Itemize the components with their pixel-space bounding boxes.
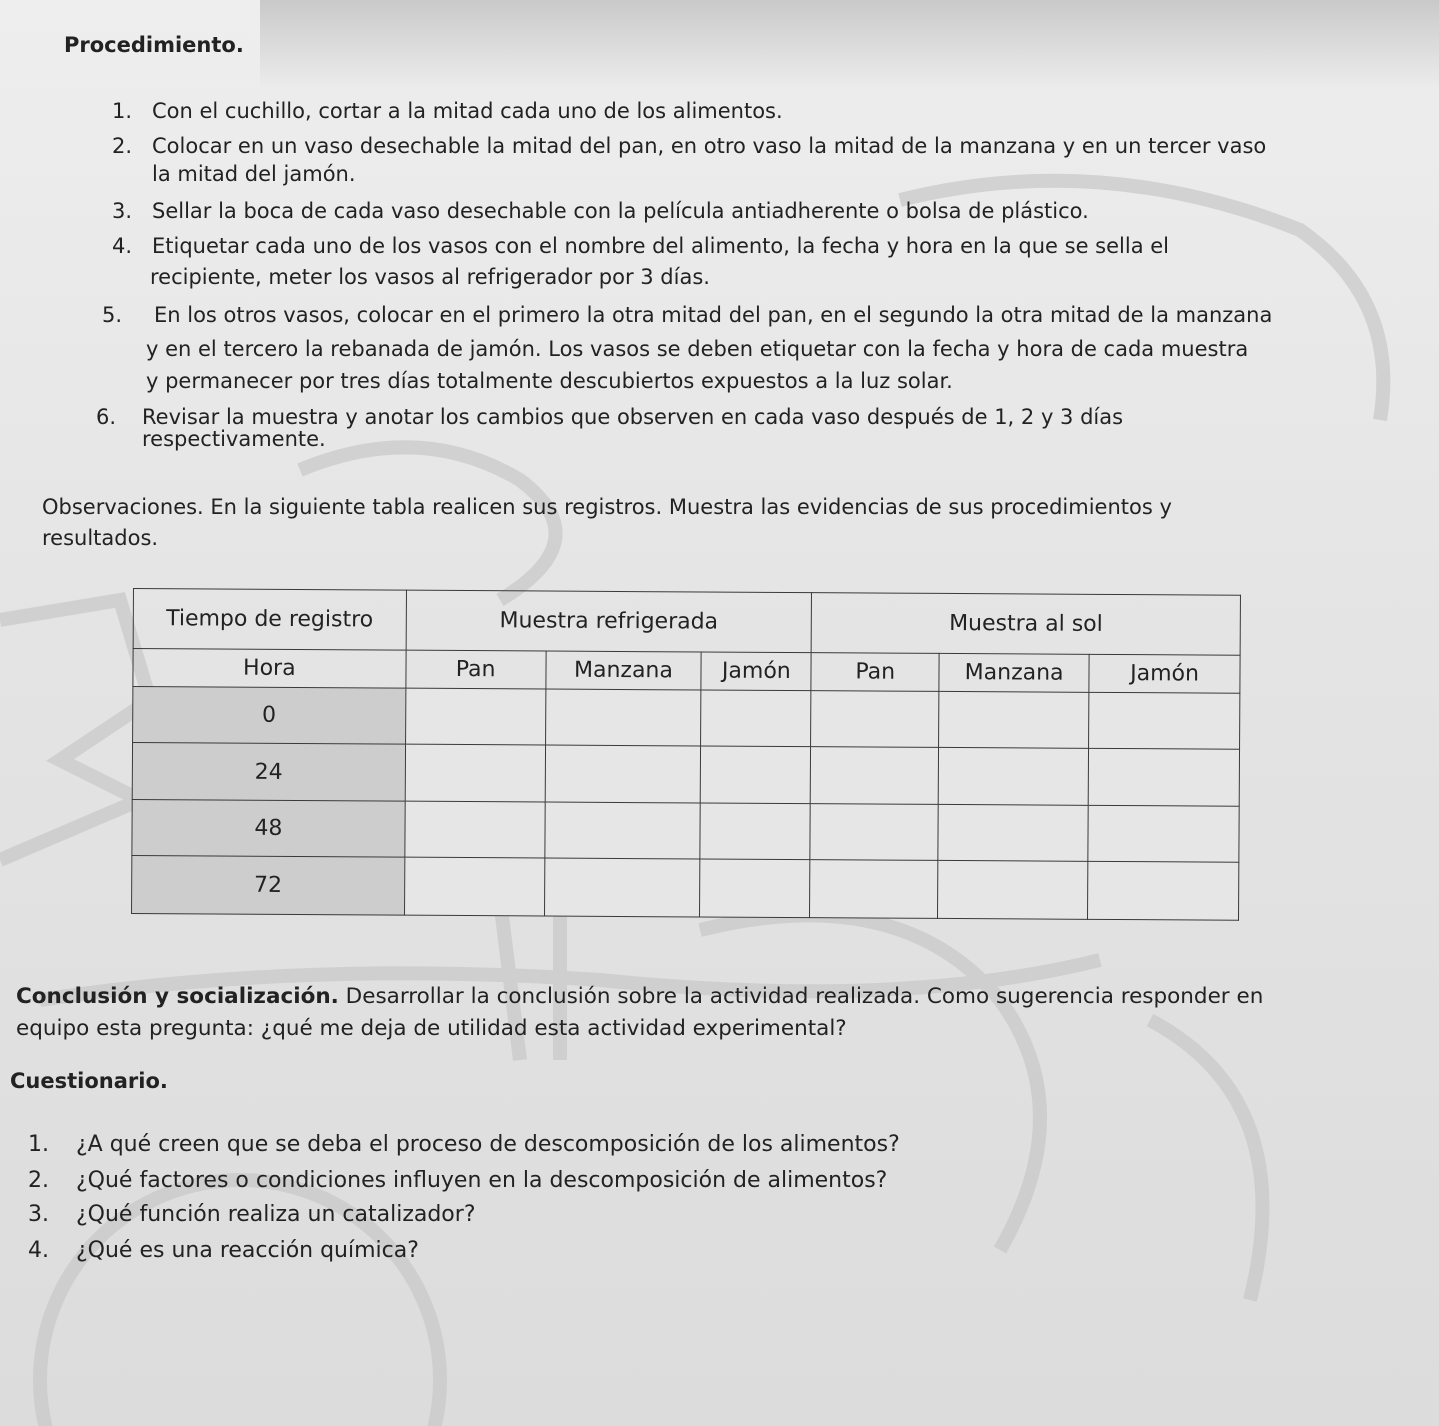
procedure-step-2: [112, 131, 1266, 161]
question-text: ¿A qué creen que se deba el proceso de descomposición de los alimentos?: [76, 1132, 900, 1157]
question-number: 2.: [28, 1168, 49, 1193]
procedure-step-1: [112, 96, 783, 126]
conclusion-line-1: [16, 982, 1263, 1012]
record-cell[interactable]: [1088, 749, 1239, 806]
record-cell[interactable]: [404, 857, 544, 916]
hour-cell: 24: [132, 743, 405, 801]
hour-cell: 72: [132, 855, 405, 915]
question-1: [28, 1130, 900, 1160]
step-number: 3.: [112, 199, 133, 223]
table-row: [132, 855, 1239, 920]
record-cell[interactable]: [701, 746, 811, 803]
record-cell[interactable]: [545, 689, 701, 746]
step-number: 2.: [112, 134, 133, 158]
question-text: ¿Qué función realiza un catalizador?: [76, 1202, 476, 1227]
header-muestra-al-sol: Muestra al sol: [811, 593, 1240, 656]
header-pan-sol: Pan: [811, 653, 939, 692]
table-row: [132, 799, 1239, 862]
record-cell[interactable]: [810, 803, 938, 860]
header-manzana-refrigerada: Manzana: [545, 651, 701, 690]
header-pan-refrigerada: Pan: [406, 650, 546, 689]
step-text: Colocar en un vaso desechable la mitad del pan, en otro vaso la mitad de la manzana y en un tercer vaso: [152, 134, 1267, 158]
header-manzana-sol: Manzana: [939, 654, 1089, 693]
header-jamon-refrigerada: Jamón: [701, 652, 811, 691]
record-cell[interactable]: [810, 859, 938, 918]
record-cell[interactable]: [544, 858, 700, 917]
step-text: En los otros vasos, colocar en el primero la otra mitad del pan, en el segundo la otra mitad de la manzana: [154, 303, 1273, 327]
page-shadow: [260, 0, 1439, 90]
conclusion-line-2: equipo esta pregunta: ¿qué me deja de utilidad esta actividad experimental?: [16, 1016, 847, 1041]
procedure-step-2-cont: la mitad del jamón.: [152, 162, 356, 186]
table-row: [133, 687, 1240, 750]
observations-line-1: Observaciones. En la siguiente tabla realicen sus registros. Muestra las evidencias de sus procedimientos y: [42, 495, 1172, 519]
step-number: 4.: [112, 234, 133, 258]
record-cell[interactable]: [939, 692, 1089, 749]
procedure-heading: Procedimiento.: [64, 33, 244, 57]
table-group-header-row: [133, 589, 1240, 656]
header-tiempo-de-registro: Tiempo de registro: [133, 589, 406, 651]
step-number: 6.: [96, 405, 117, 429]
questionnaire-heading: Cuestionario.: [10, 1069, 168, 1093]
record-cell[interactable]: [701, 690, 811, 747]
procedure-step-5-cont2: y permanecer por tres días totalmente descubiertos expuestos a la luz solar.: [146, 369, 953, 393]
question-number: 1.: [28, 1132, 49, 1157]
step-text: Con el cuchillo, cortar a la mitad cada uno de los alimentos.: [152, 99, 783, 123]
header-jamon-sol: Jamón: [1089, 655, 1240, 694]
procedure-step-3: [112, 196, 1089, 226]
record-cell[interactable]: [811, 691, 939, 748]
procedure-step-4: [112, 231, 1340, 261]
record-cell[interactable]: [405, 688, 545, 745]
question-number: 4.: [28, 1238, 49, 1263]
question-3: [28, 1200, 476, 1230]
record-cell[interactable]: [545, 745, 701, 802]
observations-table: [131, 588, 1241, 921]
question-4: [28, 1236, 419, 1266]
procedure-step-6-cont: respectivamente.: [142, 427, 326, 451]
record-cell[interactable]: [811, 747, 939, 804]
conclusion-label: Conclusión y socialización.: [16, 984, 339, 1009]
record-cell[interactable]: [1088, 861, 1239, 920]
record-cell[interactable]: [405, 801, 545, 858]
header-muestra-refrigerada: Muestra refrigerada: [406, 590, 812, 653]
procedure-step-5: [102, 300, 1272, 330]
record-cell[interactable]: [938, 860, 1088, 919]
hour-cell: 48: [132, 799, 405, 857]
step-number: 1.: [112, 99, 133, 123]
procedure-step-4-cont: recipiente, meter los vasos al refrigerador por 3 días.: [150, 265, 710, 289]
record-cell[interactable]: [544, 802, 700, 859]
observations-line-2: resultados.: [42, 526, 159, 550]
record-cell[interactable]: [405, 745, 545, 802]
step-text: Sellar la boca de cada vaso desechable con la película antiadherente o bolsa de plástico.: [152, 199, 1089, 223]
record-cell[interactable]: [938, 748, 1088, 805]
question-text: ¿Qué es una reacción química?: [76, 1238, 419, 1263]
record-cell[interactable]: [1088, 805, 1239, 862]
record-cell[interactable]: [938, 804, 1088, 861]
step-number: 5.: [102, 303, 123, 327]
record-cell[interactable]: [700, 803, 810, 860]
question-text: ¿Qué factores o condiciones influyen en la descomposición de alimentos?: [76, 1168, 888, 1193]
header-hora: Hora: [133, 649, 406, 689]
record-cell[interactable]: [1089, 693, 1240, 750]
procedure-step-5-cont1: y en el tercero la rebanada de jamón. Los vasos se deben etiquetar con la fecha y hora de cada muestra: [146, 337, 1249, 361]
record-cell[interactable]: [700, 859, 810, 918]
step-text: Revisar la muestra y anotar los cambios que observen en cada vaso después de 1, 2 y 3 días: [142, 405, 1124, 429]
conclusion-text: Desarrollar la conclusión sobre la actividad realizada. Como sugerencia responder en: [338, 984, 1264, 1009]
table-row: [132, 743, 1239, 806]
hour-cell: 0: [133, 687, 406, 745]
step-text: Etiquetar cada uno de los vasos con el nombre del alimento, la fecha y hora en la que se sella el: [152, 234, 1170, 258]
question-2: [28, 1166, 887, 1196]
question-number: 3.: [28, 1202, 49, 1227]
